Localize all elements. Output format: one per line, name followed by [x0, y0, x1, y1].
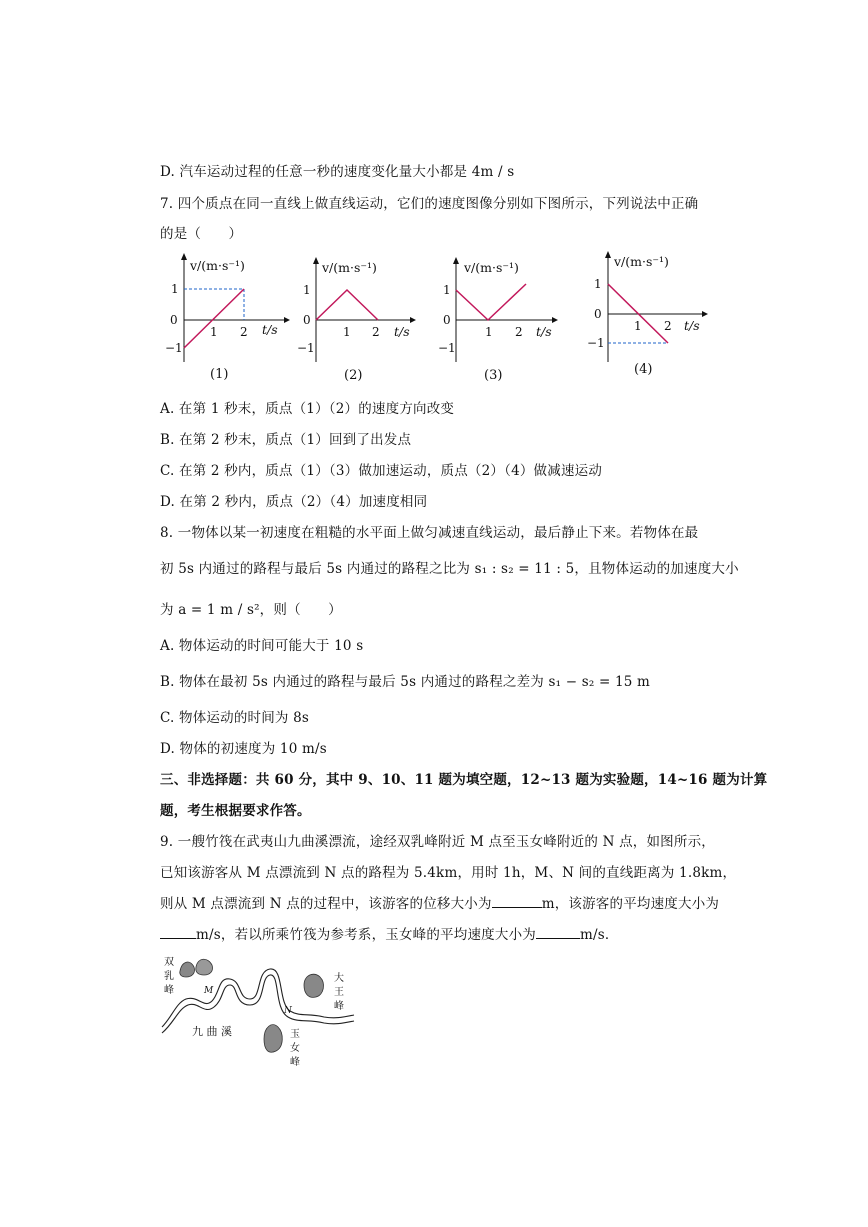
q8-option-b: B. 物体在最初 5s 内通过的路程与最后 5s 内通过的路程之差为 s₁ − s₂ = 15 m [160, 674, 651, 690]
graph-1-caption: (1) [210, 367, 229, 382]
q8-stem-line-3: 为 a = 1 m / s²，则（ ） [160, 602, 342, 618]
q9-line-3 [160, 892, 719, 912]
graph-4-caption: (4) [634, 362, 653, 377]
graph-3-ytick-1: 1 [443, 283, 451, 297]
q7-option-a: A. 在第 1 秒末，质点（1）（2）的速度方向改变 [160, 401, 455, 417]
graph-4-ytick-1: 1 [594, 277, 602, 291]
yunvfeng-peak-icon [264, 1025, 282, 1053]
q7-option-d: D. 在第 2 秒内，质点（2）（4）加速度相同 [160, 494, 428, 510]
velocity-graph-2 [298, 256, 418, 386]
section-3-heading-line-1: 三、非选择题：共 60 分，其中 9、10、11 题为填空题，12~13 题为实验题，14~16 题为计算 [160, 772, 768, 788]
q8-option-a: A. 物体运动的时间可能大于 10 s [160, 638, 364, 654]
graph-1-ytick-1: 1 [171, 282, 179, 296]
dawangfeng-label-3: 峰 [334, 1001, 344, 1012]
q8-stem-line-2: 初 5s 内通过的路程与最后 5s 内通过的路程之比为 s₁ : s₂ = 11 : 5，且物体运动的加速度大小 [160, 561, 739, 577]
shuangrufeng-label-3: 峰 [164, 985, 174, 996]
velocity-graph-4 [584, 250, 710, 380]
q6-option-d: D. 汽车运动过程的任意一秒的速度变化量大小都是 4m / s [160, 164, 515, 180]
graph-3-xtick-2: 2 [515, 325, 523, 339]
graph-1-xlabel: t/s [262, 322, 278, 337]
graph-4-ytick-neg1: −1 [587, 336, 605, 350]
graph-2-ytick-0: 0 [303, 313, 311, 327]
velocity-graph-3 [440, 256, 560, 386]
dawangfeng-label-2: 王 [334, 987, 344, 998]
q9-line-2: 已知该游客从 M 点漂流到 N 点的路程为 5.4km，用时 1h，M、N 间的直线距离为 1.8km， [160, 865, 737, 881]
q9-line-4-text-a: m/s，若以所乘竹筏为参考系，玉女峰的平均速度大小为 [196, 927, 536, 943]
q8-option-d: D. 物体的初速度为 10 m/s [160, 741, 327, 757]
q7-option-c: C. 在第 2 秒内，质点（1）（3）做加速运动，质点（2）（4）做减速运动 [160, 463, 603, 479]
graph-3-velocity-line [456, 284, 526, 320]
q8-stem-line-1: 8. 一物体以某一初速度在粗糙的水平面上做匀减速直线运动，最后静止下来。若物体在最 [160, 525, 699, 541]
graph-2-ytick-neg1: −1 [297, 341, 315, 355]
graph-1-xtick-2: 2 [240, 325, 248, 339]
graph-2-xtick-2: 2 [372, 325, 380, 339]
q9-line-1: 9. 一艘竹筏在武夷山九曲溪漂流，途经双乳峰附近 M 点至玉女峰附近的 N 点，如图所示， [160, 834, 715, 850]
displacement-answer-blank[interactable] [492, 895, 542, 908]
graph-3-ylabel: v/(m·s⁻¹) [464, 260, 519, 275]
graph-2-caption: (2) [344, 368, 363, 383]
yunvfeng-label-1: 玉 [290, 1029, 300, 1040]
graph-2-xlabel: t/s [394, 324, 410, 339]
dawangfeng-label-1: 大 [334, 973, 344, 984]
q7-stem-line-1: 7. 四个质点在同一直线上做直线运动，它们的速度图像分别如下图所示，下列说法中正确 [160, 196, 699, 212]
yunvfeng-label-3: 峰 [290, 1057, 300, 1068]
shuangrufeng-peak-icon [180, 959, 213, 977]
graph-3-xtick-1: 1 [485, 325, 493, 339]
river-lower-bank [162, 975, 354, 1033]
graph-3-xlabel: t/s [536, 324, 552, 339]
shuangrufeng-label-1: 双 [164, 957, 174, 968]
point-m-label: M [204, 986, 214, 996]
q9-line-4 [160, 923, 619, 943]
graph-4-xlabel: t/s [684, 318, 700, 333]
q8-option-c: C. 物体运动的时间为 8s [160, 710, 310, 726]
graph-1-velocity-line [184, 289, 244, 348]
graph-2-xtick-1: 1 [343, 325, 351, 339]
graph-1-ylabel: v/(m·s⁻¹) [190, 258, 245, 273]
shuangrufeng-label-2: 乳 [164, 971, 174, 982]
yunvfeng-label-2: 女 [290, 1043, 300, 1054]
q7-stem-line-2: 的是（ ） [160, 226, 243, 242]
graph-4-ylabel: v/(m·s⁻¹) [614, 254, 669, 269]
graph-1-ytick-0: 0 [170, 313, 178, 327]
graph-4-xtick-2: 2 [664, 319, 672, 333]
graph-4-ytick-0: 0 [594, 307, 602, 321]
q7-option-b: B. 在第 2 秒末，质点（1）回到了出发点 [160, 432, 412, 448]
section-3-heading-line-2: 题，考生根据要求作答。 [160, 803, 311, 819]
graph-2-ylabel: v/(m·s⁻¹) [322, 260, 377, 275]
jiuqu-stream-map [158, 955, 358, 1070]
graph-3-ytick-neg1: −1 [438, 341, 456, 355]
graph-4-xtick-1: 1 [634, 319, 642, 333]
graph-2-velocity-line [316, 290, 378, 320]
point-n-label: N [284, 1006, 292, 1016]
velocity-graph-1 [166, 252, 290, 384]
q9-line-4-text-b: m/s． [579, 927, 619, 943]
graph-1-xtick-1: 1 [210, 325, 218, 339]
graph-3-caption: (3) [484, 368, 503, 383]
jiuquxi-label: 九 曲 溪 [192, 1025, 232, 1038]
dawangfeng-peak-icon [304, 974, 323, 997]
average-velocity-answer-blank[interactable] [160, 926, 196, 939]
river-upper-bank [162, 969, 354, 1027]
peak-velocity-answer-blank[interactable] [536, 926, 580, 939]
q9-line-3-text-b: m，该游客的平均速度大小为 [541, 896, 720, 912]
graph-1-ytick-neg1: −1 [165, 341, 183, 355]
graph-2-ytick-1: 1 [303, 283, 311, 297]
q9-line-3-text-a: 则从 M 点漂流到 N 点的过程中，该游客的位移大小为 [160, 896, 492, 912]
graph-3-ytick-0: 0 [443, 313, 451, 327]
